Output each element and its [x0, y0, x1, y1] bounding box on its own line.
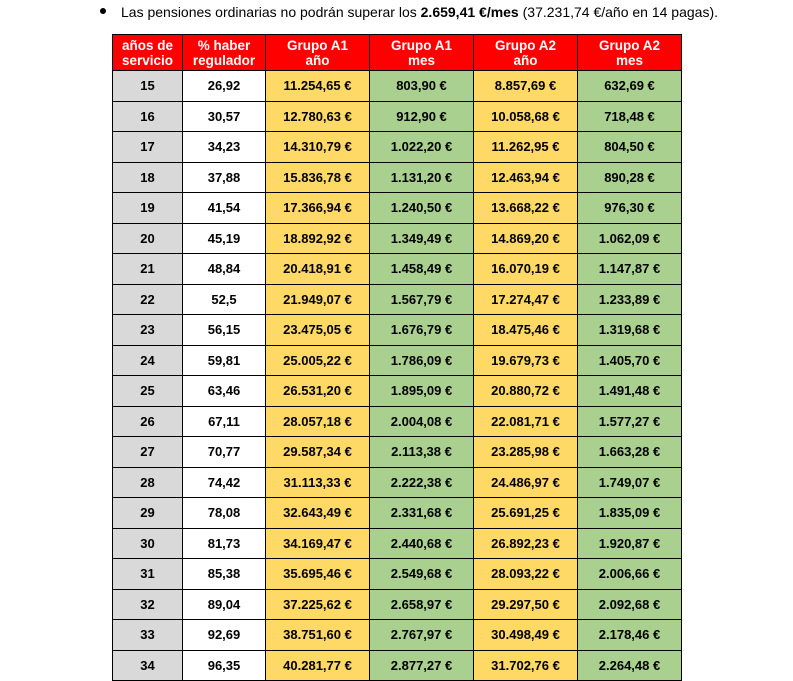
cell-a1-month: 1.131,20 € — [370, 162, 474, 193]
cell-a1-year: 18.892,92 € — [266, 223, 370, 254]
cell-a2-month: 2.006,66 € — [578, 559, 682, 590]
cell-a1-year: 21.949,07 € — [266, 284, 370, 315]
cell-a1-month: 803,90 € — [370, 71, 474, 102]
cell-years: 18 — [113, 162, 183, 193]
cell-a1-month: 1.567,79 € — [370, 284, 474, 315]
cell-years: 20 — [113, 223, 183, 254]
cell-a2-year: 16.070,19 € — [474, 254, 578, 285]
cell-a1-month: 1.895,09 € — [370, 376, 474, 407]
table-row — [113, 254, 682, 285]
cell-a2-month: 1.835,09 € — [578, 498, 682, 529]
cell-a2-month: 632,69 € — [578, 71, 682, 102]
header-years: años de servicio — [113, 35, 183, 71]
cell-a1-year: 11.254,65 € — [266, 71, 370, 102]
cell-pct: 89,04 — [183, 589, 266, 620]
cell-a2-month: 890,28 € — [578, 162, 682, 193]
cell-a1-year: 38.751,60 € — [266, 620, 370, 651]
cell-a1-month: 2.331,68 € — [370, 498, 474, 529]
cell-years: 24 — [113, 345, 183, 376]
cell-a2-year: 8.857,69 € — [474, 71, 578, 102]
cell-years: 26 — [113, 406, 183, 437]
cell-a2-year: 26.892,23 € — [474, 528, 578, 559]
table-row — [113, 406, 682, 437]
cell-pct: 56,15 — [183, 315, 266, 346]
cell-pct: 34,23 — [183, 132, 266, 163]
cell-a2-year: 24.486,97 € — [474, 467, 578, 498]
cell-a1-year: 31.113,33 € — [266, 467, 370, 498]
cell-a1-year: 12.780,63 € — [266, 101, 370, 132]
intro-bold-amount: 2.659,41 €/mes — [420, 4, 519, 20]
table-body — [113, 71, 682, 681]
cell-a1-month: 2.877,27 € — [370, 650, 474, 681]
cell-years: 27 — [113, 437, 183, 468]
cell-a2-month: 976,30 € — [578, 193, 682, 224]
cell-a2-year: 25.691,25 € — [474, 498, 578, 529]
cell-pct: 96,35 — [183, 650, 266, 681]
cell-pct: 26,92 — [183, 71, 266, 102]
header-a1-month: Grupo A1 mes — [370, 35, 474, 71]
cell-years: 17 — [113, 132, 183, 163]
cell-a1-month: 2.549,68 € — [370, 559, 474, 590]
table-row — [113, 71, 682, 102]
table-row — [113, 223, 682, 254]
cell-pct: 92,69 — [183, 620, 266, 651]
table-row — [113, 620, 682, 651]
cell-years: 29 — [113, 498, 183, 529]
cell-years: 32 — [113, 589, 183, 620]
cell-a1-month: 2.004,08 € — [370, 406, 474, 437]
cell-a2-month: 1.663,28 € — [578, 437, 682, 468]
cell-a2-year: 10.058,68 € — [474, 101, 578, 132]
bullet-icon — [100, 8, 106, 14]
cell-a1-month: 1.022,20 € — [370, 132, 474, 163]
header-a1-year: Grupo A1 año — [266, 35, 370, 71]
cell-a1-year: 35.695,46 € — [266, 559, 370, 590]
cell-a1-month: 2.658,97 € — [370, 589, 474, 620]
cell-a2-year: 23.285,98 € — [474, 437, 578, 468]
cell-a2-year: 14.869,20 € — [474, 223, 578, 254]
table-row — [113, 376, 682, 407]
header-pct: % haber regulador — [183, 35, 266, 71]
cell-a2-year: 17.274,47 € — [474, 284, 578, 315]
table-row — [113, 559, 682, 590]
table-row — [113, 467, 682, 498]
cell-a2-year: 30.498,49 € — [474, 620, 578, 651]
cell-a2-year: 31.702,76 € — [474, 650, 578, 681]
cell-years: 16 — [113, 101, 183, 132]
cell-a1-month: 1.786,09 € — [370, 345, 474, 376]
cell-a2-month: 1.233,89 € — [578, 284, 682, 315]
cell-years: 34 — [113, 650, 183, 681]
cell-a1-year: 17.366,94 € — [266, 193, 370, 224]
cell-a2-year: 29.297,50 € — [474, 589, 578, 620]
header-a2-year: Grupo A2 año — [474, 35, 578, 71]
cell-a2-month: 2.264,48 € — [578, 650, 682, 681]
cell-a1-month: 2.767,97 € — [370, 620, 474, 651]
cell-a2-month: 1.147,87 € — [578, 254, 682, 285]
cell-years: 33 — [113, 620, 183, 651]
intro-prefix: Las pensiones ordinarias no podrán superar los — [121, 4, 421, 20]
cell-pct: 63,46 — [183, 376, 266, 407]
cell-a2-month: 1.920,87 € — [578, 528, 682, 559]
cell-a1-month: 2.440,68 € — [370, 528, 474, 559]
cell-years: 19 — [113, 193, 183, 224]
cell-a1-year: 20.418,91 € — [266, 254, 370, 285]
table-row — [113, 345, 682, 376]
cell-a2-year: 12.463,94 € — [474, 162, 578, 193]
cell-a2-year: 19.679,73 € — [474, 345, 578, 376]
cell-a1-year: 14.310,79 € — [266, 132, 370, 163]
cell-pct: 30,57 — [183, 101, 266, 132]
cell-a2-month: 2.178,46 € — [578, 620, 682, 651]
cell-a2-month: 1.577,27 € — [578, 406, 682, 437]
bullet-paragraph — [100, 3, 718, 21]
table-row — [113, 650, 682, 681]
header-row — [113, 35, 682, 71]
table-row — [113, 437, 682, 468]
pensions-table — [112, 34, 682, 681]
cell-pct: 48,84 — [183, 254, 266, 285]
cell-a1-month: 2.222,38 € — [370, 467, 474, 498]
cell-a1-year: 40.281,77 € — [266, 650, 370, 681]
cell-a1-month: 912,90 € — [370, 101, 474, 132]
cell-pct: 45,19 — [183, 223, 266, 254]
cell-a2-year: 28.093,22 € — [474, 559, 578, 590]
cell-a2-year: 11.262,95 € — [474, 132, 578, 163]
cell-a1-year: 15.836,78 € — [266, 162, 370, 193]
table-row — [113, 315, 682, 346]
table-row — [113, 101, 682, 132]
cell-a1-month: 1.240,50 € — [370, 193, 474, 224]
cell-a2-month: 2.092,68 € — [578, 589, 682, 620]
cell-pct: 78,08 — [183, 498, 266, 529]
intro-suffix: (37.231,74 €/año en 14 pagas). — [518, 4, 719, 20]
table-row — [113, 498, 682, 529]
cell-pct: 81,73 — [183, 528, 266, 559]
cell-years: 31 — [113, 559, 183, 590]
table-row — [113, 193, 682, 224]
table-row — [113, 589, 682, 620]
table-row — [113, 284, 682, 315]
cell-years: 22 — [113, 284, 183, 315]
cell-a1-year: 26.531,20 € — [266, 376, 370, 407]
cell-pct: 41,54 — [183, 193, 266, 224]
cell-a2-month: 1.491,48 € — [578, 376, 682, 407]
cell-a1-year: 34.169,47 € — [266, 528, 370, 559]
cell-a2-year: 18.475,46 € — [474, 315, 578, 346]
cell-years: 21 — [113, 254, 183, 285]
table-row — [113, 162, 682, 193]
cell-a2-month: 1.749,07 € — [578, 467, 682, 498]
cell-a2-year: 22.081,71 € — [474, 406, 578, 437]
cell-a2-month: 718,48 € — [578, 101, 682, 132]
cell-a1-year: 32.643,49 € — [266, 498, 370, 529]
cell-years: 30 — [113, 528, 183, 559]
cell-a1-year: 25.005,22 € — [266, 345, 370, 376]
cell-years: 25 — [113, 376, 183, 407]
cell-a1-month: 2.113,38 € — [370, 437, 474, 468]
cell-a2-year: 13.668,22 € — [474, 193, 578, 224]
cell-a2-month: 1.405,70 € — [578, 345, 682, 376]
header-a2-month: Grupo A2 mes — [578, 35, 682, 71]
cell-pct: 59,81 — [183, 345, 266, 376]
cell-pct: 52,5 — [183, 284, 266, 315]
cell-years: 28 — [113, 467, 183, 498]
cell-a2-month: 804,50 € — [578, 132, 682, 163]
cell-years: 15 — [113, 71, 183, 102]
cell-pct: 74,42 — [183, 467, 266, 498]
cell-a1-year: 29.587,34 € — [266, 437, 370, 468]
cell-a1-year: 37.225,62 € — [266, 589, 370, 620]
cell-pct: 67,11 — [183, 406, 266, 437]
cell-a2-month: 1.319,68 € — [578, 315, 682, 346]
cell-a2-month: 1.062,09 € — [578, 223, 682, 254]
cell-a1-month: 1.458,49 € — [370, 254, 474, 285]
cell-a1-month: 1.349,49 € — [370, 223, 474, 254]
cell-a1-year: 23.475,05 € — [266, 315, 370, 346]
cell-a1-month: 1.676,79 € — [370, 315, 474, 346]
cell-a2-year: 20.880,72 € — [474, 376, 578, 407]
cell-pct: 37,88 — [183, 162, 266, 193]
table-row — [113, 132, 682, 163]
cell-pct: 85,38 — [183, 559, 266, 590]
cell-pct: 70,77 — [183, 437, 266, 468]
cell-years: 23 — [113, 315, 183, 346]
table-row — [113, 528, 682, 559]
cell-a1-year: 28.057,18 € — [266, 406, 370, 437]
